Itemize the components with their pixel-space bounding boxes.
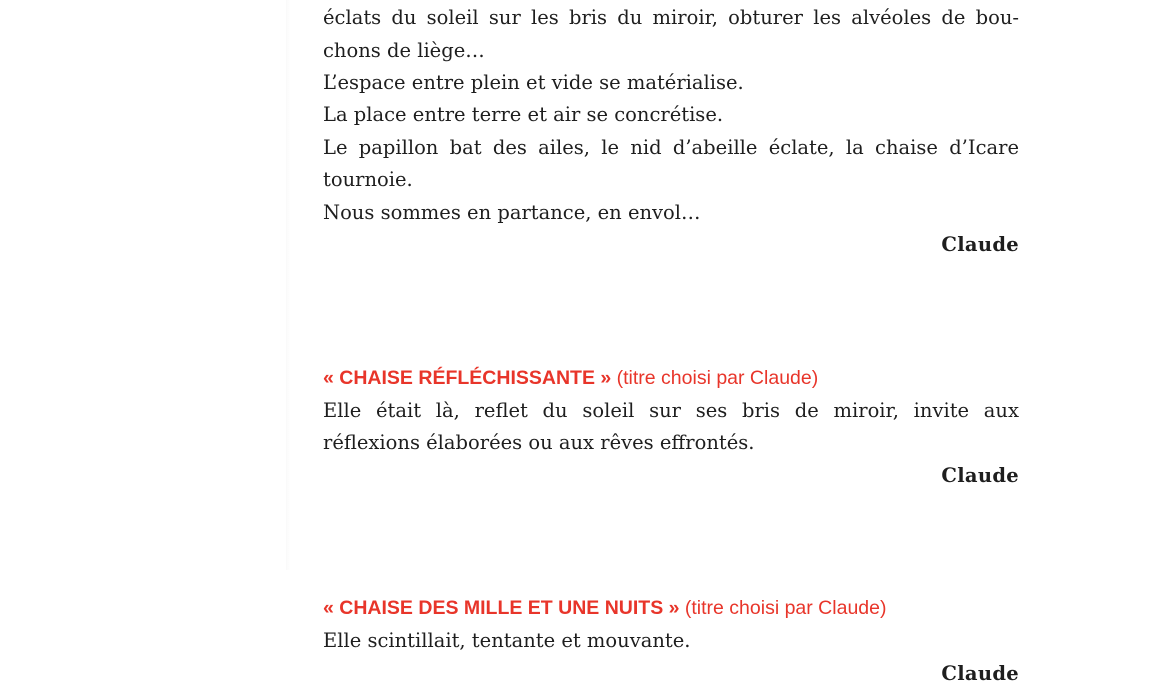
- paragraph-line: Elle était là, reflet du soleil sur ses bris de miroir, invite aux: [323, 399, 1019, 422]
- paragraph-line: Elle scintillait, tentante et mouvante.: [323, 629, 691, 652]
- scan-edge-shadow: [286, 0, 290, 570]
- paragraph-line: Nous sommes en partance, en envol…: [323, 201, 701, 224]
- paragraph-line: éclats du soleil sur les bris du miroir, obturer les alvéoles de bou-: [323, 6, 1019, 29]
- paragraph-line: L’espace entre plein et vide se matérialise.: [323, 71, 744, 94]
- paragraph-line: chons de liège…: [323, 39, 485, 62]
- section-title-note: (titre choisi par Claude): [684, 597, 887, 619]
- paragraph-line: tournoie.: [323, 168, 413, 191]
- paragraph-line: réflexions élaborées ou aux rêves effrontés.: [323, 431, 755, 454]
- section-heading: [323, 366, 818, 390]
- section-heading: [323, 596, 886, 620]
- author-signature: Claude: [941, 464, 1019, 487]
- author-signature: Claude: [941, 233, 1019, 256]
- section-title-note: (titre choisi par Claude): [616, 367, 819, 389]
- paragraph-line: Le papillon bat des ailes, le nid d’abeille éclate, la chaise d’Icare: [323, 136, 1019, 159]
- author-signature: Claude: [941, 662, 1019, 685]
- section-title: « CHAISE DES MILLE ET UNE NUITS »: [323, 597, 680, 619]
- section-title: « CHAISE RÉFLÉCHISSANTE »: [323, 367, 612, 389]
- paragraph-line: La place entre terre et air se concrétise.: [323, 103, 724, 126]
